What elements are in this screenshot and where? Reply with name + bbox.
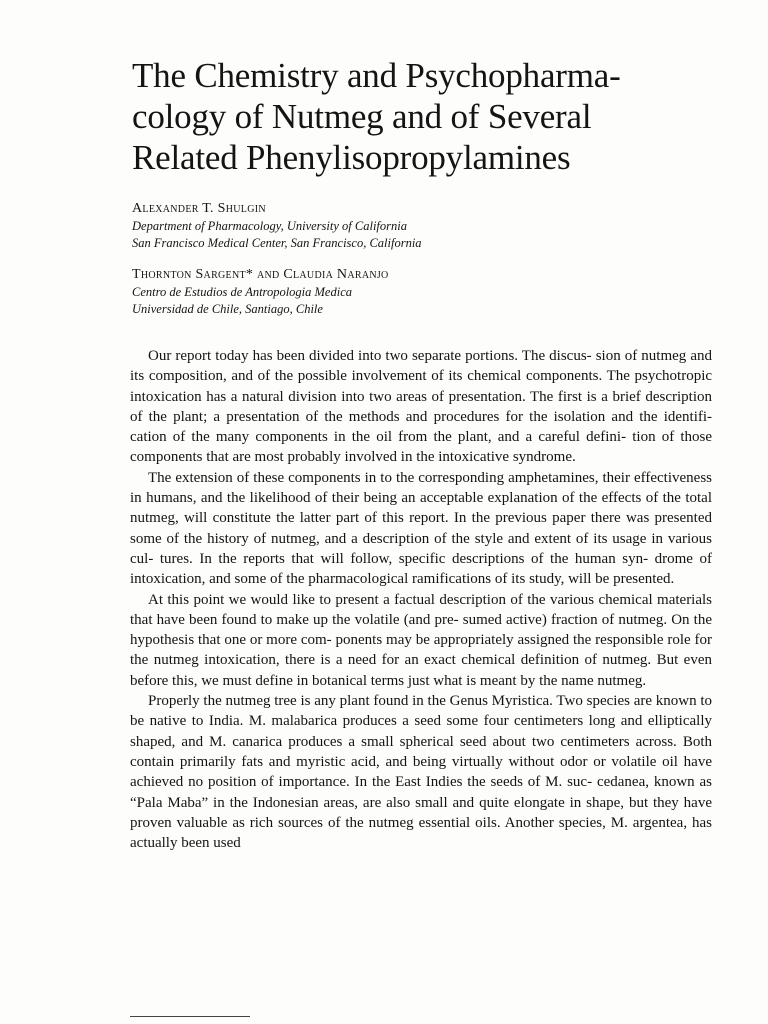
body-text	[130, 346, 712, 853]
text-line: sion of nutmeg and its composition, and of the possible involvement of its	[130, 348, 712, 385]
text-line: their effectiveness in humans, and the likelihood of their being an acceptable	[130, 469, 712, 507]
text-line: chemical components. The psychotropic intoxication has a natural division	[130, 368, 713, 405]
author-name: Thornton Sargent* and Claudia Naranjo	[132, 267, 389, 282]
text-line: Properly the nutmeg tree is any plant found in the Genus Myristica. Two	[148, 693, 583, 710]
text-line: intoxication, there is a need for an exact chemical definition of nutmeg. But	[204, 652, 679, 669]
paragraph	[130, 468, 712, 590]
paragraph	[130, 346, 712, 468]
author-group	[132, 266, 732, 318]
affiliation-line: Department of Pharmacology, University of California	[132, 219, 407, 233]
text-line: of this report. In the previous paper there was presented some of the history of	[130, 510, 713, 547]
article-title	[132, 55, 752, 178]
text-line: nutmeg, and a description of the style and extent of its usage in various cul-	[130, 530, 713, 567]
footnote-divider	[130, 1016, 250, 1017]
paragraph	[130, 590, 712, 691]
author-name: Alexander T. Shulgin	[132, 201, 266, 216]
affiliation-line: San Francisco Medical Center, San Francisco, California	[132, 236, 422, 250]
text-line: cation of the many components in the oil from the plant, and a careful defini-	[130, 429, 627, 446]
text-line: cedanea, known as “Pala Maba” in the Indonesian areas, are also small and	[130, 774, 713, 811]
text-line: nutmeg essential oils. Another species, M. argentea, has actually been used	[130, 814, 712, 852]
affiliation-line: Centro de Estudios de Antropologia Medica	[132, 285, 353, 299]
title-line: The Chemistry and Psychopharma-	[132, 56, 621, 95]
text-line: study, will be presented.	[529, 571, 675, 588]
text-line: sumed active) fraction of nutmeg. On the hypothesis that one or more com-	[130, 611, 712, 649]
author-group	[132, 200, 732, 252]
text-line: species are known to be native to India. M. malabarica produces a seed some	[130, 693, 713, 730]
text-line: Our report today has been divided into two separate portions. The discus-	[148, 348, 592, 364]
text-line: even before this, we must define in botanical terms just what is meant by the	[130, 652, 712, 689]
text-line: syndrome.	[512, 449, 576, 466]
title-line: Related Phenylisopropylamines	[132, 138, 571, 177]
text-line: ponents may be appropriately assigned the responsible role for the nutmeg	[130, 632, 712, 669]
text-line: achieved no position of importance. In the East Indies the seeds of M. suc-	[130, 774, 593, 791]
text-line: At this point we would like to present a factual description of the various	[148, 591, 595, 608]
text-line: chemical materials that have been found to make up the volatile (and pre-	[130, 591, 713, 628]
text-line: tures. In the reports that will follow, specific descriptions of the human syn-	[159, 550, 649, 567]
text-line: drome of intoxication, and some of the pharmacological ramifications of its	[130, 550, 712, 588]
text-line: small spherical seed about two centimeters across. Both contain primarily	[130, 733, 713, 770]
text-line: fats and myristic acid, and being virtually without odor or volatile oil have	[241, 753, 712, 770]
text-line: presentation of the methods and procedures for the isolation and the identifi-	[226, 408, 713, 425]
text-line: explanation of the effects of the total nutmeg, will constitute the latter part	[130, 490, 713, 527]
text-line: into two areas of presentation. The first is a brief description of the plant; a	[130, 388, 712, 425]
text-line: The extension of these components in to the corresponding amphetamines,	[148, 469, 599, 486]
text-line: quite elongate in shape, but they have proven valuable as rich sources of the	[130, 794, 712, 831]
text-line: four centimeters long and elliptically shaped, and M. canarica produces a	[130, 713, 712, 750]
paragraph	[130, 691, 712, 853]
text-line: name nutmeg.	[561, 672, 647, 689]
title-line: cology of Nutmeg and of Several	[132, 97, 592, 136]
text-line: tion of those components that are most probably involved in the intoxicative	[130, 429, 712, 466]
author-block	[132, 200, 732, 318]
affiliation-line: Universidad de Chile, Santiago, Chile	[132, 302, 323, 316]
